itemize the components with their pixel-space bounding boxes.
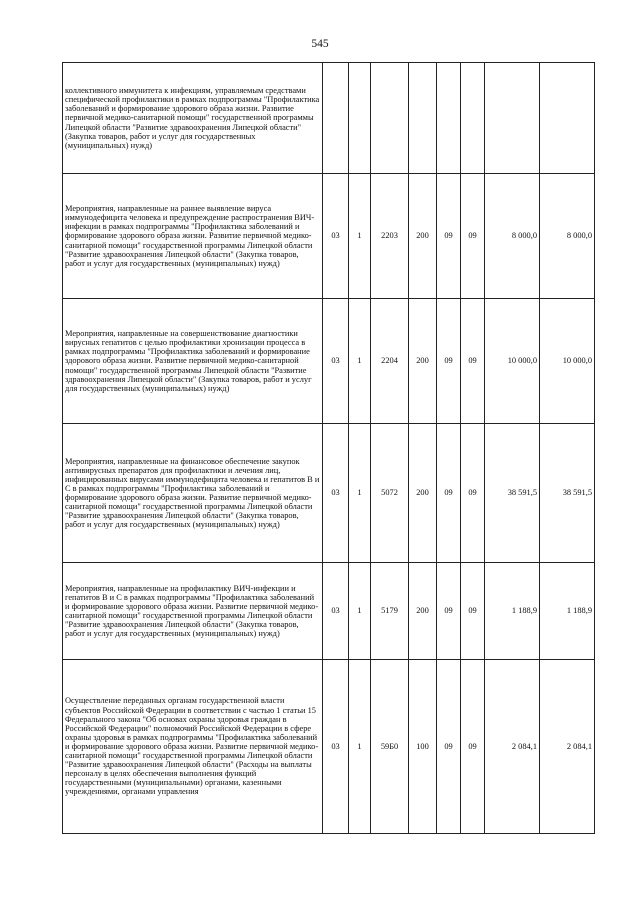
section-code: 09 xyxy=(437,174,461,299)
expense-type-code xyxy=(409,63,437,174)
amount-2: 10 000,0 xyxy=(540,299,595,424)
subprogram-code: 1 xyxy=(349,563,371,660)
amount-1: 10 000,0 xyxy=(485,299,540,424)
amount-2: 38 591,5 xyxy=(540,424,595,563)
direction-code xyxy=(371,63,409,174)
row-description: Мероприятия, направленные на совершенствование диагностики вирусных гепатитов с целью профилактики хронизации процесса в рамках подпрограммы "Профилактика заболеваний и формирование здорового образа жизни. Развитие первичной медико-санитарной помощи" государственной программы Липецкой области "Развитие здравоохранения Липецкой области" (Закупка товаров, работ и услуг для государственных (муниципальных) нужд) xyxy=(63,299,323,424)
program-code: 03 xyxy=(323,174,349,299)
direction-code: 59Б0 xyxy=(371,660,409,834)
section-code: 09 xyxy=(437,563,461,660)
program-code: 03 xyxy=(323,299,349,424)
section-code: 09 xyxy=(437,660,461,834)
row-description: Осуществление переданных органам государственной власти субъектов Российской Федерации в соответствии с частью 1 статьи 15 Федерального закона "Об основах охраны здоровья граждан в Российской Федерации" полномочий Российской Федерации в сфере охраны здоровья в рамках подпрограммы "Профилактика заболеваний и формирование здорового образа жизни. Развитие первичной медико-санитарной помощи" государственной программы Липецкой области "Развитие здравоохранения Липецкой области" (Расходы на выплаты персоналу в целях обеспечения выполнения функций государственными (муниципальными) органами, казенными учреждениями, органами управления xyxy=(63,660,323,834)
direction-code: 5072 xyxy=(371,424,409,563)
row-description: Мероприятия, направленные на финансовое обеспечение закупок антивирусных препаратов для профилактики и лечения лиц, инфицированных вирусами иммунодефицита человека и гепатитов В и С в рамках подпрограммы "Профилактика заболеваний и формирование здорового образа жизни. Развитие первичной медико-санитарной помощи" государственной программы Липецкой области "Развитие здравоохранения Липецкой области" (Закупка товаров, работ и услуг для государственных (муниципальных) нужд) xyxy=(63,424,323,563)
amount-2: 1 188,9 xyxy=(540,563,595,660)
amount-1: 8 000,0 xyxy=(485,174,540,299)
amount-2: 2 084,1 xyxy=(540,660,595,834)
table-row xyxy=(63,174,595,299)
section-code: 09 xyxy=(437,424,461,563)
expense-type-code: 200 xyxy=(409,299,437,424)
direction-code: 2203 xyxy=(371,174,409,299)
table-row xyxy=(63,63,595,174)
subprogram-code: 1 xyxy=(349,660,371,834)
amount-2: 8 000,0 xyxy=(540,174,595,299)
budget-table xyxy=(62,62,595,834)
section-code: 09 xyxy=(437,299,461,424)
row-description: Мероприятия, направленные на профилактику ВИЧ-инфекции и гепатитов В и С в рамках подпрограммы "Профилактика заболеваний и формирование здорового образа жизни. Развитие первичной медико-санитарной помощи" государственной программы Липецкой области "Развитие здравоохранения Липецкой области" (Закупка товаров, работ и услуг для государственных (муниципальных) нужд) xyxy=(63,563,323,660)
section-code xyxy=(437,63,461,174)
subprogram-code: 1 xyxy=(349,424,371,563)
amount-1: 1 188,9 xyxy=(485,563,540,660)
table-row xyxy=(63,424,595,563)
subsection-code: 09 xyxy=(461,299,485,424)
program-code: 03 xyxy=(323,563,349,660)
expense-type-code: 100 xyxy=(409,660,437,834)
subsection-code: 09 xyxy=(461,424,485,563)
page-number: 545 xyxy=(311,38,329,50)
direction-code: 5179 xyxy=(371,563,409,660)
row-description: коллективного иммунитета к инфекциям, управляемым средствами специфической профилактики в рамках подпрограммы "Профилактика заболеваний и формирование здорового образа жизни. Развитие первичной медико-санитарной помощи" государственной программы Липецкой области "Развитие здравоохранения Липецкой области" (Закупка товаров, работ и услуг для государственных (муниципальных) нужд) xyxy=(63,63,323,174)
expense-type-code: 200 xyxy=(409,174,437,299)
table-row xyxy=(63,660,595,834)
subsection-code: 09 xyxy=(461,563,485,660)
direction-code: 2204 xyxy=(371,299,409,424)
program-code xyxy=(323,63,349,174)
expense-type-code: 200 xyxy=(409,424,437,563)
expense-type-code: 200 xyxy=(409,563,437,660)
subprogram-code: 1 xyxy=(349,174,371,299)
row-description: Мероприятия, направленные на раннее выявление вируса иммунодефицита человека и предупреждение распространения ВИЧ-инфекции в рамках подпрограммы "Профилактика заболеваний и формирование здорового образа жизни. Развитие первичной медико-санитарной помощи" государственной программы Липецкой области "Развитие здравоохранения Липецкой области" (Закупка товаров, работ и услуг для государственных (муниципальных) нужд) xyxy=(63,174,323,299)
subsection-code xyxy=(461,63,485,174)
table-row xyxy=(63,563,595,660)
subsection-code: 09 xyxy=(461,174,485,299)
amount-1: 38 591,5 xyxy=(485,424,540,563)
subprogram-code xyxy=(349,63,371,174)
amount-1: 2 084,1 xyxy=(485,660,540,834)
subprogram-code: 1 xyxy=(349,299,371,424)
amount-1 xyxy=(485,63,540,174)
amount-2 xyxy=(540,63,595,174)
table-row xyxy=(63,299,595,424)
program-code: 03 xyxy=(323,660,349,834)
program-code: 03 xyxy=(323,424,349,563)
subsection-code: 09 xyxy=(461,660,485,834)
